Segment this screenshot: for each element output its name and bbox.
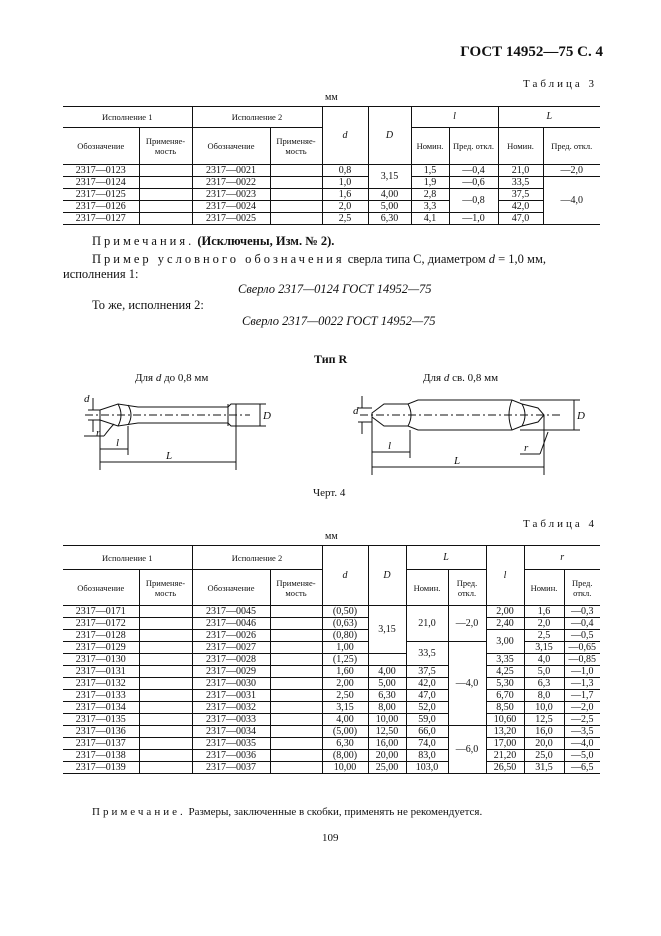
designation-1: 2317—0131 <box>63 666 139 678</box>
r-value: 6,3 <box>524 678 564 690</box>
r-dev: —1,3 <box>571 678 594 689</box>
l-value: 6,70 <box>486 690 524 702</box>
table4 <box>63 545 600 774</box>
r-dev: —2,5 <box>571 714 594 725</box>
fig-left-post: до 0,8 мм <box>164 372 209 384</box>
table4-label: Таблица 4 <box>523 518 598 530</box>
d-value: 1,0 <box>322 177 368 189</box>
d-value: 10,00 <box>322 762 368 774</box>
designation-2: 2317—0045 <box>192 606 270 618</box>
l-value: 3,35 <box>486 654 524 666</box>
L-dev-1: —2,0 <box>560 165 583 176</box>
designation-2: 2317—0022 <box>192 177 270 189</box>
type-title: Тип R <box>314 352 348 366</box>
designation-1: 2317—0134 <box>63 702 139 714</box>
l-value: 2,00 <box>486 606 524 618</box>
page-header: ГОСТ 14952—75 С. 4 <box>460 44 603 60</box>
l-value: 4,25 <box>486 666 524 678</box>
r-dev: —6,5 <box>571 762 594 773</box>
table-row <box>63 762 600 774</box>
designation-2: 2317—0027 <box>192 642 270 654</box>
table-row <box>63 606 600 618</box>
D-value: 5,00 <box>368 201 411 213</box>
l-value: 2,40 <box>486 618 524 630</box>
L-value: 83,0 <box>406 750 448 762</box>
d-value: 2,00 <box>322 678 368 690</box>
L-value: 37,5 <box>406 666 448 678</box>
table-row <box>63 750 600 762</box>
r-value: 25,0 <box>524 750 564 762</box>
t3-applicability: Применяе-мость <box>139 128 192 165</box>
r-value: 4,0 <box>524 654 564 666</box>
D-value: 4,00 <box>368 189 411 201</box>
r-dev: —1,0 <box>571 666 594 677</box>
l-value-merged: 3,00 <box>486 630 524 654</box>
example-text: сверла типа С, диаметром <box>347 252 486 266</box>
t4-col-d: d <box>322 546 368 606</box>
L-value: 21,0 <box>498 165 543 177</box>
t4-L-nom: Номин. <box>406 570 448 606</box>
t3-group1: Исполнение 1 <box>63 107 192 128</box>
fig-left-d: d <box>155 372 162 384</box>
dim-L-left: L <box>166 450 173 462</box>
example-d: d <box>488 252 495 266</box>
designation-1: 2317—0130 <box>63 654 139 666</box>
l-dev: —0,4 <box>449 165 498 177</box>
r-value: 12,5 <box>524 714 564 726</box>
t3-col-D: D <box>368 107 411 165</box>
D-value: 5,00 <box>368 678 406 690</box>
example-code1: Сверло 2317—0124 ГОСТ 14952—75 <box>238 282 432 296</box>
D-value: 25,00 <box>368 762 406 774</box>
designation-2: 2317—0035 <box>192 738 270 750</box>
d-value: 3,15 <box>322 702 368 714</box>
fig-left-pre: Для <box>135 372 154 384</box>
designation-2: 2317—0023 <box>192 189 270 201</box>
dim-d-right: d <box>353 405 359 417</box>
t4-group1: Исполнение 1 <box>63 546 192 570</box>
L-dev-2: —4,0 <box>448 642 486 726</box>
r-value: 3,15 <box>524 642 564 654</box>
designation-1: 2317—0132 <box>63 678 139 690</box>
designation-2: 2317—0025 <box>192 213 270 225</box>
r-value: 10,0 <box>524 702 564 714</box>
t4-r-nom: Номин. <box>524 570 564 606</box>
l-value: 5,30 <box>486 678 524 690</box>
r-dev: —0,85 <box>568 654 596 665</box>
t4-designation: Обозначение <box>63 570 139 606</box>
designation-1: 2317—0139 <box>63 762 139 774</box>
note1-label: Примечания. <box>92 234 195 248</box>
table4-unit: мм <box>325 531 338 542</box>
designation-2: 2317—0026 <box>192 630 270 642</box>
designation-1: 2317—0138 <box>63 750 139 762</box>
designation-1: 2317—0133 <box>63 690 139 702</box>
designation-2: 2317—0046 <box>192 618 270 630</box>
d-value: (1,25) <box>322 654 368 666</box>
l-value: 10,60 <box>486 714 524 726</box>
designation-1: 2317—0136 <box>63 726 139 738</box>
d-value: 1,6 <box>322 189 368 201</box>
dim-r-left: r <box>96 427 101 439</box>
fig-right-post: св. 0,8 мм <box>452 372 499 384</box>
D-value: 8,00 <box>368 702 406 714</box>
l-dev-merged: —0,8 <box>449 189 498 213</box>
L-value: 47,0 <box>498 213 543 225</box>
d-value: (0,50) <box>322 606 368 618</box>
D-value: 10,00 <box>368 714 406 726</box>
designation-2: 2317—0031 <box>192 690 270 702</box>
r-value: 2,0 <box>524 618 564 630</box>
r-dev: —3,5 <box>571 726 594 737</box>
table-row <box>63 654 600 666</box>
table-row <box>63 690 600 702</box>
designation-1: 2317—0129 <box>63 642 139 654</box>
d-value: (0,80) <box>322 630 368 642</box>
example-tail: = 1,0 мм, <box>498 252 546 266</box>
table-row <box>63 714 600 726</box>
r-value: 2,5 <box>524 630 564 642</box>
l-value: 21,20 <box>486 750 524 762</box>
D-value: 16,00 <box>368 738 406 750</box>
L-value-merged-1: 21,0 <box>406 606 448 642</box>
t4-designation-2: Обозначение <box>192 570 270 606</box>
l-value: 17,00 <box>486 738 524 750</box>
designation-1: 2317—0125 <box>63 189 139 201</box>
designation-1: 2317—0123 <box>63 165 139 177</box>
t3-l-dev: Пред. откл. <box>449 128 498 165</box>
t4-group2: Исполнение 2 <box>192 546 322 570</box>
t3-col-l: l <box>411 107 498 128</box>
r-dev: —0,5 <box>571 630 594 641</box>
dim-l-right: l <box>388 440 392 452</box>
t4-applicability-2: Применяе-мость <box>270 570 322 606</box>
r-dev: —4,0 <box>571 738 594 749</box>
designation-2: 2317—0032 <box>192 702 270 714</box>
r-dev: —5,0 <box>571 750 594 761</box>
D-value-merged: 3,15 <box>368 606 406 654</box>
d-value: 0,8 <box>322 165 368 177</box>
t4-r-dev: Пред. откл. <box>572 577 593 598</box>
designation-2: 2317—0021 <box>192 165 270 177</box>
dim-L-right: L <box>454 455 461 467</box>
example-code2: Сверло 2317—0022 ГОСТ 14952—75 <box>242 314 436 328</box>
t4-col-l: l <box>486 546 524 606</box>
designation-1: 2317—0172 <box>63 618 139 630</box>
note2-label: Примечание. <box>92 806 186 818</box>
r-value: 16,0 <box>524 726 564 738</box>
l-value: 4,1 <box>411 213 449 225</box>
example-line2: исполнения 1: <box>63 267 139 281</box>
t4-applicability: Применяе-мость <box>139 570 192 606</box>
designation-1: 2317—0135 <box>63 714 139 726</box>
d-value: (5,00) <box>322 726 368 738</box>
same-text: То же, исполнения 2: <box>92 298 204 312</box>
table-row <box>63 738 600 750</box>
t3-applicability-2: Применяе-мость <box>270 128 322 165</box>
L-value-merged-2: 33,5 <box>406 642 448 666</box>
D-value-merged: 3,15 <box>368 165 411 189</box>
t4-col-r: r <box>524 546 600 570</box>
designation-2: 2317—0029 <box>192 666 270 678</box>
designation-2: 2317—0037 <box>192 762 270 774</box>
designation-2: 2317—0030 <box>192 678 270 690</box>
designation-1: 2317—0128 <box>63 630 139 642</box>
L-value: 66,0 <box>406 726 448 738</box>
D-value: 4,00 <box>368 666 406 678</box>
drill-large <box>358 396 580 475</box>
L-value: 47,0 <box>406 690 448 702</box>
r-value: 31,5 <box>524 762 564 774</box>
designation-1: 2317—0124 <box>63 177 139 189</box>
fig-right-d: d <box>443 372 450 384</box>
table-row <box>63 678 600 690</box>
table-row <box>63 726 600 738</box>
fig-right-pre: Для <box>423 372 442 384</box>
r-dev: —1,7 <box>571 690 594 701</box>
r-dev: —0,65 <box>568 642 596 653</box>
r-value: 8,0 <box>524 690 564 702</box>
dim-l-left: l <box>116 437 120 449</box>
designation-2: 2317—0033 <box>192 714 270 726</box>
figure-caption: Черт. 4 <box>313 487 346 499</box>
designation-1: 2317—0171 <box>63 606 139 618</box>
L-value: 42,0 <box>406 678 448 690</box>
l-value: 8,50 <box>486 702 524 714</box>
l-value: 3,3 <box>411 201 449 213</box>
dim-d-left: d <box>84 393 90 405</box>
t3-L-dev: Пред. откл. <box>551 141 593 151</box>
L-dev-3: —6,0 <box>448 726 486 774</box>
r-dev: —0,3 <box>571 606 594 617</box>
L-value: 52,0 <box>406 702 448 714</box>
table-row <box>63 630 600 642</box>
D-value: 6,30 <box>368 690 406 702</box>
d-value: 1,60 <box>322 666 368 678</box>
D-value: 12,50 <box>368 726 406 738</box>
dim-D-left: D <box>263 410 271 422</box>
designation-1: 2317—0127 <box>63 213 139 225</box>
t3-designation-2: Обозначение <box>192 128 270 165</box>
L-value: 42,0 <box>498 201 543 213</box>
d-value: 6,30 <box>322 738 368 750</box>
l-dev: —0,6 <box>449 177 498 189</box>
note2-text: Размеры, заключенные в скобки, применять не рекомендуется. <box>188 806 483 818</box>
L-value: 74,0 <box>406 738 448 750</box>
t3-l-nom: Номин. <box>411 128 449 165</box>
d-value: (0,63) <box>322 618 368 630</box>
t3-col-d: d <box>322 107 368 165</box>
table3-label: Таблица 3 <box>523 78 598 90</box>
r-value: 5,0 <box>524 666 564 678</box>
table3-unit: мм <box>325 92 338 103</box>
dim-D-right: D <box>577 410 585 422</box>
l-value: 2,8 <box>411 189 449 201</box>
D-value: 6,30 <box>368 213 411 225</box>
t4-col-L: L <box>406 546 486 570</box>
r-dev: —2,0 <box>571 702 594 713</box>
l-value: 1,9 <box>411 177 449 189</box>
t4-L-dev: Пред. откл. <box>448 570 486 606</box>
designation-2: 2317—0024 <box>192 201 270 213</box>
L-value: 103,0 <box>406 762 448 774</box>
note1-text: (Исключены, Изм. № 2). <box>197 234 335 248</box>
L-dev-2: —4,0 <box>560 195 583 206</box>
r-value: 1,6 <box>524 606 564 618</box>
r-value: 20,0 <box>524 738 564 750</box>
l-value: 26,50 <box>486 762 524 774</box>
t3-group2: Исполнение 2 <box>192 107 322 128</box>
designation-2: 2317—0036 <box>192 750 270 762</box>
L-value: 33,5 <box>498 177 543 189</box>
table-row <box>63 666 600 678</box>
d-value: 2,0 <box>322 201 368 213</box>
dim-r-right: r <box>524 442 529 454</box>
r-dev: —0,4 <box>571 618 594 629</box>
L-value: 37,5 <box>498 189 543 201</box>
l-value: 13,20 <box>486 726 524 738</box>
table-row <box>63 618 600 630</box>
example-label: Пример условного обозначения <box>92 252 345 266</box>
l-dev: —1,0 <box>449 213 498 225</box>
L-dev-1: —2,0 <box>448 606 486 642</box>
d-value: 2,5 <box>322 213 368 225</box>
d-value: (8,00) <box>322 750 368 762</box>
drill-small <box>84 398 266 470</box>
t4-col-D: D <box>368 546 406 606</box>
t3-L-nom: Номин. <box>498 128 543 165</box>
t3-designation: Обозначение <box>63 128 139 165</box>
d-value: 2,50 <box>322 690 368 702</box>
page-number: 109 <box>322 832 339 844</box>
designation-2: 2317—0028 <box>192 654 270 666</box>
designation-1: 2317—0126 <box>63 201 139 213</box>
t3-col-L: L <box>498 107 600 128</box>
L-value: 59,0 <box>406 714 448 726</box>
designation-1: 2317—0137 <box>63 738 139 750</box>
designation-2: 2317—0034 <box>192 726 270 738</box>
note2 <box>92 806 482 818</box>
d-value: 1,00 <box>322 642 368 654</box>
table-row <box>63 702 600 714</box>
l-value: 1,5 <box>411 165 449 177</box>
d-value: 4,00 <box>322 714 368 726</box>
D-value: 20,00 <box>368 750 406 762</box>
